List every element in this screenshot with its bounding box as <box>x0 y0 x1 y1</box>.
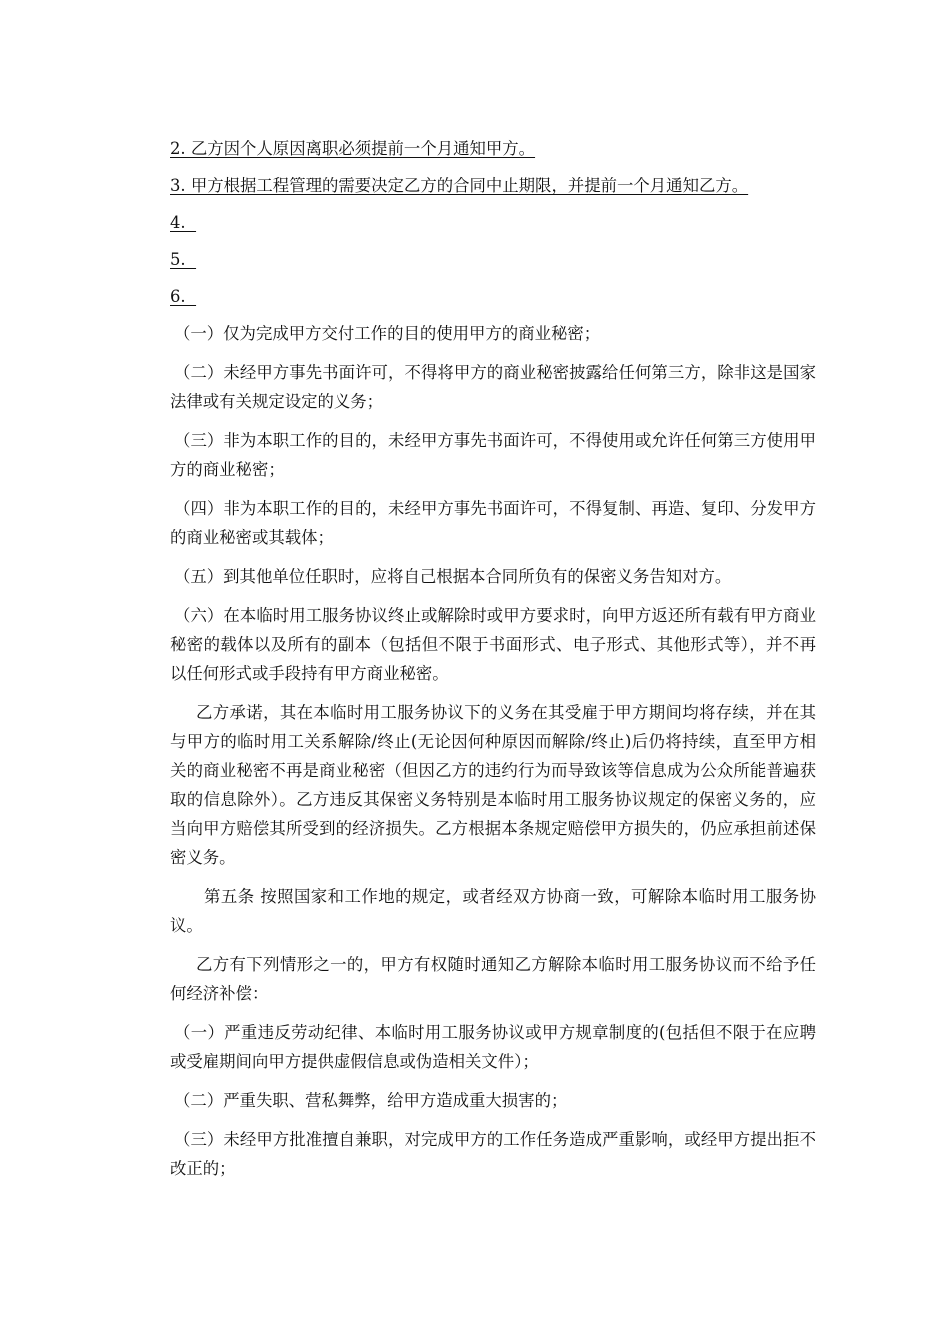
obligation-4: （四）非为本职工作的目的，未经甲方事先书面许可，不得复制、再造、复印、分发甲方的商业秘密或其载体； <box>170 499 816 547</box>
list-item-6: 6. <box>170 287 197 306</box>
termination-item-1: （一）严重违反劳动纪律、本临时用工服务协议或甲方规章制度的(包括但不限于在应聘或受雇期间向甲方提供虚假信息或伪造相关文件）； <box>170 1023 816 1071</box>
obligation-3: （三）非为本职工作的目的，未经甲方事先书面许可，不得使用或允许任何第三方使用甲方的商业秘密； <box>170 431 816 479</box>
termination-item-3: （三）未经甲方批准擅自兼职，对完成甲方的工作任务造成严重影响，或经甲方提出拒不改正的； <box>170 1130 816 1178</box>
list-item-5: 5. <box>170 250 197 269</box>
obligation-2: （二）未经甲方事先书面许可，不得将甲方的商业秘密披露给任何第三方，除非这是国家法律或有关规定设定的义务； <box>170 363 816 411</box>
termination-item-2: （二）严重失职、营私舞弊，给甲方造成重大损害的； <box>174 1091 568 1110</box>
obligation-1: （一）仅为完成甲方交付工作的目的使用甲方的商业秘密； <box>174 324 601 343</box>
obligation-6: （六）在本临时用工服务协议终止或解除时或甲方要求时，向甲方返还所有载有甲方商业秘密的载体以及所有的副本（包括但不限于书面形式、电子形式、其他形式等），并不再以任何形式或手段持有甲方商业秘密。 <box>170 606 816 683</box>
list-item-3: 3. 甲方根据工程管理的需要决定乙方的合同中止期限，并提前一个月通知乙方。 <box>170 176 749 195</box>
list-item-2: 2. 乙方因个人原因离职必须提前一个月通知甲方。 <box>170 139 536 158</box>
promise-paragraph: 乙方承诺，其在本临时用工服务协议下的义务在其受雇于甲方期间均将存续，并在其与甲方的临时用工关系解除/终止(无论因何种原因而解除/终止)后仍将持续，直至甲方相关的商业秘密不再是商业秘密（但因乙方的违约行为而导致该等信息成为公众所能普遍获取的信息除外）。乙方违反其保密义务特别是本临时用工服务协议规定的保密义务的，应当向甲方赔偿其所受到的经济损失。乙方根据本条规定赔偿甲方损失的，仍应承担前述保密义务。 <box>170 703 816 867</box>
list-item-4: 4. <box>170 213 197 232</box>
obligation-5: （五）到其他单位任职时，应将自己根据本合同所负有的保密义务告知对方。 <box>174 567 732 586</box>
article-5-paragraph: 第五条 按照国家和工作地的规定，或者经双方协商一致，可解除本临时用工服务协议。 <box>170 887 816 935</box>
termination-intro: 乙方有下列情形之一的，甲方有权随时通知乙方解除本临时用工服务协议而不给予任何经济补偿： <box>170 955 816 1003</box>
document-page <box>170 134 816 1193</box>
